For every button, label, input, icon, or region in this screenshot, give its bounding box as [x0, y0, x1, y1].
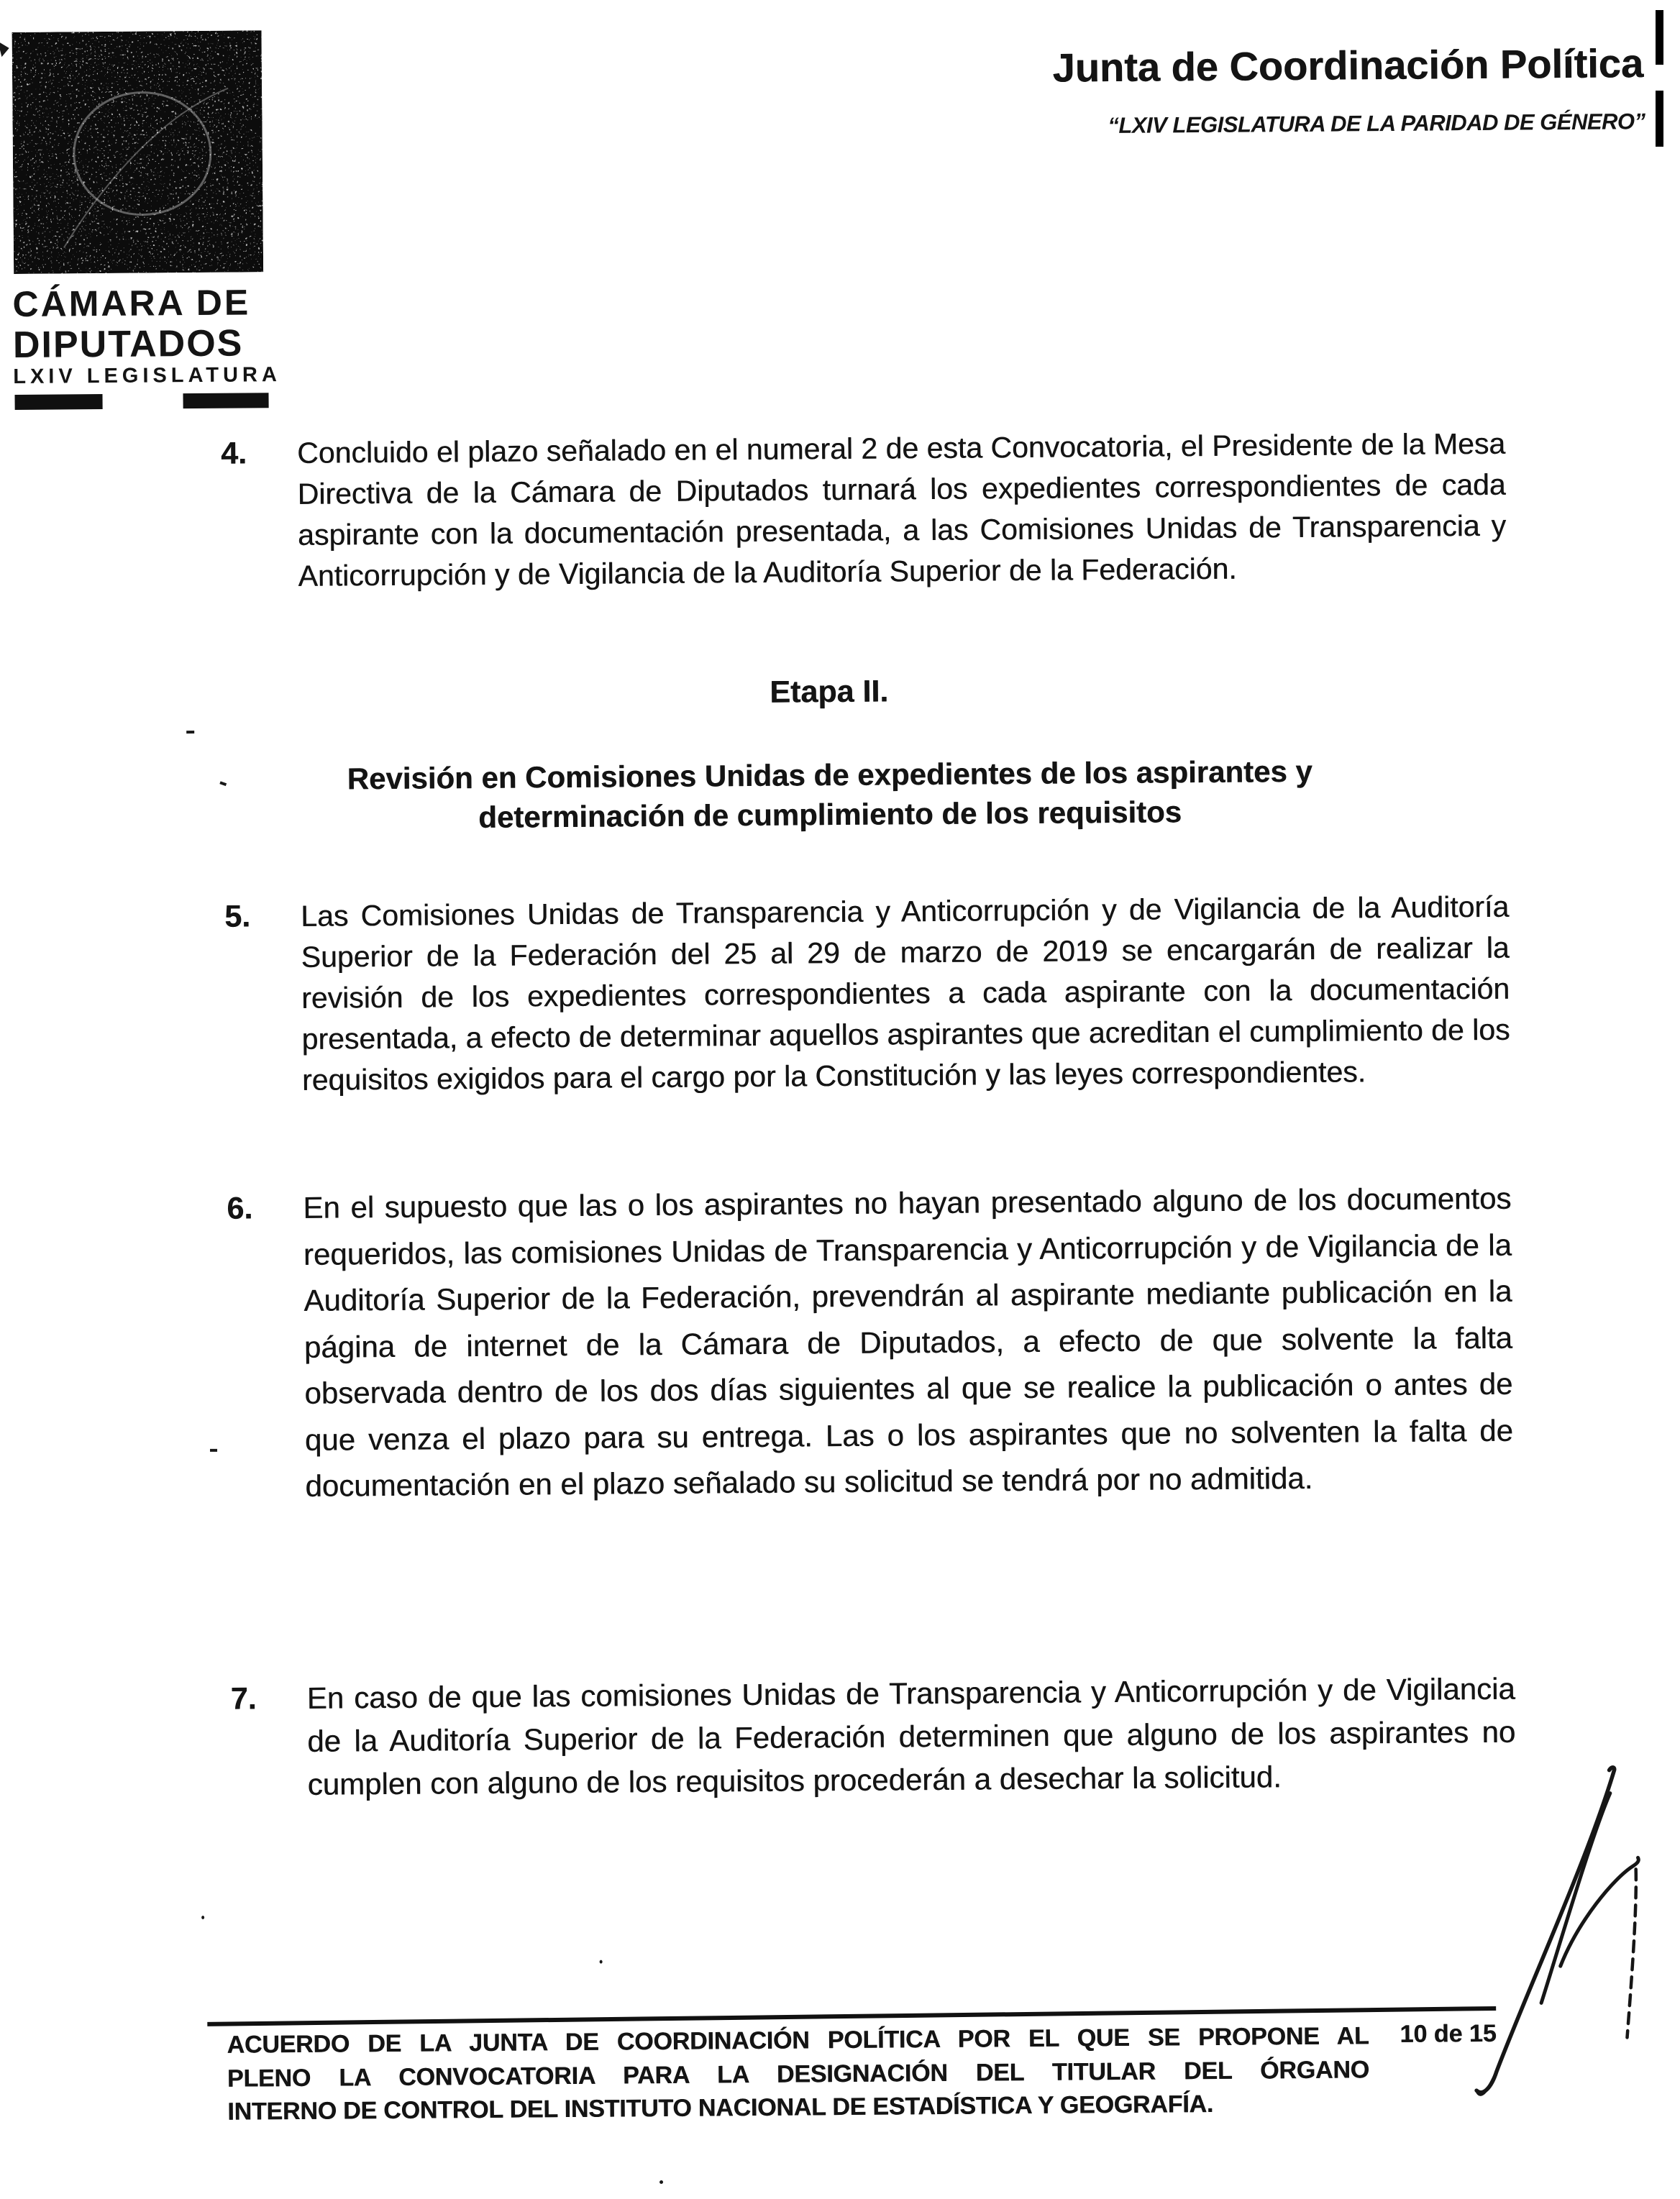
letterhead-title: Junta de Coordinación Política: [1052, 40, 1644, 91]
letterhead-subtitle: “LXIV LEGISLATURA DE LA PARIDAD DE GÉNERO”: [1108, 109, 1645, 139]
paragraph-7-number: 7.: [230, 1681, 257, 1716]
paragraph-6: [225, 1176, 1513, 1511]
section-heading-line1: Revisión en Comisiones Unidas de expedientes de los aspirantes y: [347, 754, 1312, 796]
scan-speck: [600, 1960, 603, 1964]
signature-flourish: [1458, 1748, 1648, 2149]
page-number: 10 de 15: [1400, 2019, 1497, 2048]
paragraph-4-number: 4.: [220, 436, 247, 471]
footer-caption: [227, 2019, 1369, 2129]
logo-bar-left: [14, 394, 102, 410]
section-heading: [222, 750, 1438, 838]
paragraph-5-text: Las Comisiones Unidas de Transparencia y Anticorrupción y de Vigilancia de la Auditoría Superior de la Federación del 25 al 29 de marzo de 2019 se encargarán de realizar la revisión de los expedientes correspondientes a cada aspirante con la documentación presentada, a efecto de determinar aquellos aspirantes que acreditan el cumplimiento de los requisitos exigidos para el cargo por la Constitución y las leyes correspondientes.: [301, 890, 1510, 1097]
scan-speck: [201, 1916, 204, 1919]
paragraph-6-number: 6.: [227, 1191, 253, 1226]
paragraph-4: [219, 424, 1507, 598]
paragraph-7: [229, 1668, 1516, 1807]
footer-caption-line3: INTERNO DE CONTROL DEL INSTITUTO NACIONAL DE ESTADÍSTICA Y GEOGRAFÍA.: [227, 2090, 1214, 2126]
scan-speck: [0, 41, 9, 57]
footer-caption-line2: PLENO LA CONVOCATORIA PARA LA DESIGNACIÓN DEL TITULAR DEL ÓRGANO: [227, 2055, 1369, 2093]
paragraph-5: [223, 887, 1510, 1102]
logo-title-line1: CÁMARA DE: [12, 282, 251, 325]
section-heading-line2: determinación de cumplimiento de los requisitos: [478, 795, 1182, 834]
stage-heading: Etapa II.: [770, 674, 889, 710]
scan-speck: [210, 1449, 217, 1452]
logo-title-line2: DIPUTADOS: [12, 322, 244, 366]
scan-speck: [186, 731, 194, 733]
logo-bar-right: [183, 393, 268, 408]
paragraph-7-text: En caso de que las comisiones Unidas de Transparencia y Anticorrupción y de Vigilancia de la Auditoría Superior de la Federación determinen que alguno de los aspirantes no cumplen con alguno de los requisitos procederán a desechar la solicitud.: [306, 1671, 1516, 1801]
paragraph-6-text: En el supuesto que las o los aspirantes no hayan presentado alguno de los documentos requeridos, las comisiones Unidas de Transparencia y Anticorrupción y de Vigilancia de la Auditoría Superior de la Federación, prevendrán al aspirante mediante publicación en la página de internet de la Cámara de Diputados, a efecto de que solvente la falta observada dentro de los dos días siguientes al que se realice la publicación o antes de que venza el plazo para su entrega. Las o los aspirantes que no solventen la falta de documentación en el plazo señalado su solicitud se tendrá por no admitida.: [303, 1181, 1514, 1503]
scan-edge-mark-top: [1656, 10, 1663, 65]
paragraph-4-text: Concluido el plazo señalado en el numeral 2 de esta Convocatoria, el Presidente de la Mesa Directiva de la Cámara de Diputados turnará los expedientes correspondientes de cada aspirante con la documentación presentada, a las Comisiones Unidas de Transparencia y Anticorrupción y de Vigilancia de la Auditoría Superior de la Federación.: [296, 426, 1507, 593]
logo-legislature-label: LXIV LEGISLATURA: [13, 363, 281, 388]
footer-caption-line1: ACUERDO DE LA JUNTA DE COORDINACIÓN POLÍTICA POR EL QUE SE PROPONE AL: [227, 2022, 1369, 2059]
scan-edge-mark-bottom: [1656, 91, 1663, 147]
paragraph-5-number: 5.: [224, 899, 251, 934]
logo-engraving-image: [12, 30, 264, 274]
scan-speck: [659, 2180, 663, 2184]
